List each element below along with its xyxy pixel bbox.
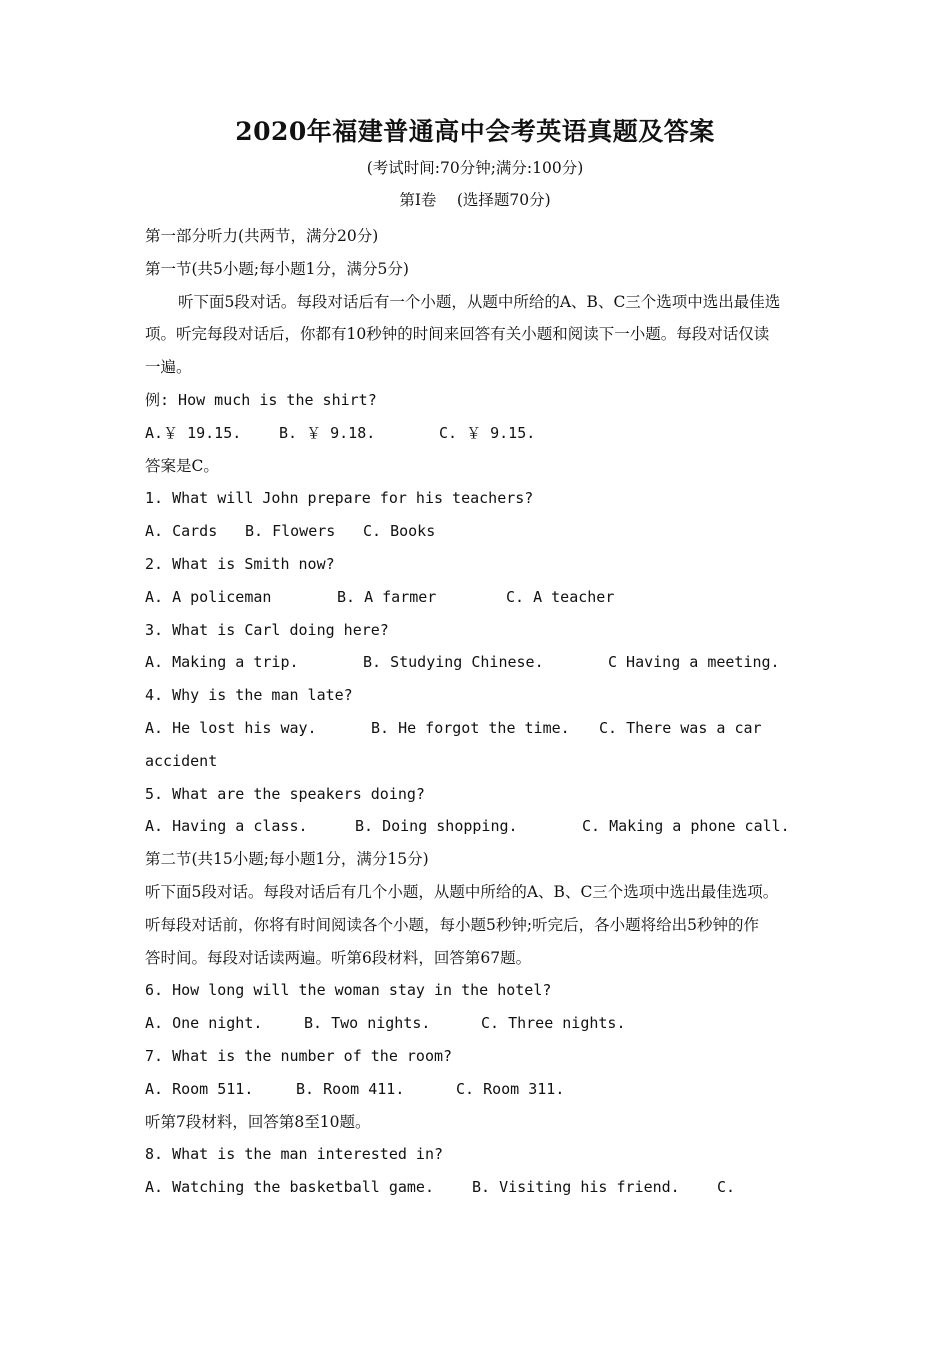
question-options: [145, 581, 810, 614]
option-c: C. A teacher: [506, 587, 615, 606]
question-options: [145, 515, 810, 548]
option-c: C. Making a phone call.: [582, 817, 790, 836]
option-b: B. ￥ 9.18.: [279, 423, 376, 442]
option-b: B. A farmer: [337, 587, 437, 606]
option-c: C. ￥ 9.15.: [439, 423, 536, 442]
option-b: B. He forgot the time.: [371, 718, 570, 737]
question-options: [145, 1073, 810, 1106]
question: 5. What are the speakers doing?: [145, 784, 425, 803]
option-a: A. Having a class.: [145, 817, 308, 836]
part-heading: 第一部分听力(共两节，满分20分): [145, 227, 379, 245]
option-a: A. Room 511.: [145, 1079, 254, 1098]
question-options: [145, 646, 810, 679]
option-c: C. There was a car: [599, 718, 762, 737]
question-options: [145, 712, 810, 745]
option-b: B. Flowers: [245, 522, 336, 541]
question: 8. What is the man interested in?: [145, 1145, 444, 1164]
question: 1. What will John prepare for his teachers?: [145, 489, 534, 508]
exam-time-info: (考试时间:70分钟;满分:100分): [366, 159, 584, 177]
example-options: [145, 417, 810, 450]
instruction-line: 项。听完每段对话后，你都有10秒钟的时间来回答有关小题和阅读下一小题。每段对话仅读: [145, 325, 770, 344]
question-options: [145, 1007, 810, 1040]
question-options: [145, 1171, 810, 1204]
section-heading: 第一节(共5小题;每小题1分，满分5分): [145, 259, 409, 278]
example-question: 例: How much is the shirt?: [145, 390, 377, 409]
instruction-line: 听每段对话前，你将有时间阅读各个小题，每小题5秒钟;听完后，各小题将给出5秒钟的作: [145, 915, 759, 934]
instruction-line: 一遍。: [145, 358, 192, 377]
option-b: B. Doing shopping.: [355, 817, 518, 836]
option-b: B. Room 411.: [296, 1079, 405, 1098]
option-continuation: accident: [145, 751, 218, 770]
section-heading: 第二节(共15小题;每小题1分，满分15分): [145, 850, 429, 869]
option-c: C. Three nights.: [481, 1014, 626, 1033]
instruction-line: 答时间。每段对话读两遍。听第6段材料，回答第67题。: [145, 948, 532, 967]
option-b: B. Two nights.: [304, 1014, 431, 1033]
option-c: C. Room 311.: [456, 1079, 565, 1098]
instruction-line: 听下面5段对话。每段对话后有几个小题，从题中所给的A、B、C三个选项中选出最佳选项。: [145, 882, 779, 901]
question: 4. Why is the man late?: [145, 686, 353, 705]
question: 3. What is Carl doing here?: [145, 620, 389, 639]
exam-body: [145, 220, 810, 1204]
question: 6. How long will the woman stay in the hotel?: [145, 981, 552, 1000]
option-b: B. Studying Chinese.: [363, 653, 544, 672]
question: 7. What is the number of the room?: [145, 1046, 453, 1065]
page-title: 2020年福建普通高中会考英语真题及答案: [235, 117, 715, 146]
option-c: C.: [717, 1178, 736, 1197]
option-c: C Having a meeting.: [608, 653, 780, 672]
option-a: A. He lost his way.: [145, 718, 317, 737]
question-options: [145, 810, 810, 843]
example-answer: 答案是C。: [145, 456, 219, 475]
instruction-line: 听第7段材料，回答第8至10题。: [145, 1112, 371, 1131]
option-a: A. Watching the basketball game.: [145, 1178, 434, 1197]
option-a: A. Cards: [145, 522, 218, 541]
volume-heading: 第Ⅰ卷 (选择题70分): [399, 191, 551, 209]
option-b: B. Visiting his friend.: [472, 1178, 680, 1197]
option-a: A.￥ 19.15.: [145, 423, 242, 442]
question: 2. What is Smith now?: [145, 554, 335, 573]
instruction-line: 听下面5段对话。每段对话后有一个小题，从题中所给的A、B、C三个选项中选出最佳选: [178, 292, 781, 311]
option-a: A. Making a trip.: [145, 653, 299, 672]
option-a: A. One night.: [145, 1014, 263, 1033]
option-c: C. Books: [363, 522, 436, 541]
option-a: A. A policeman: [145, 587, 272, 606]
